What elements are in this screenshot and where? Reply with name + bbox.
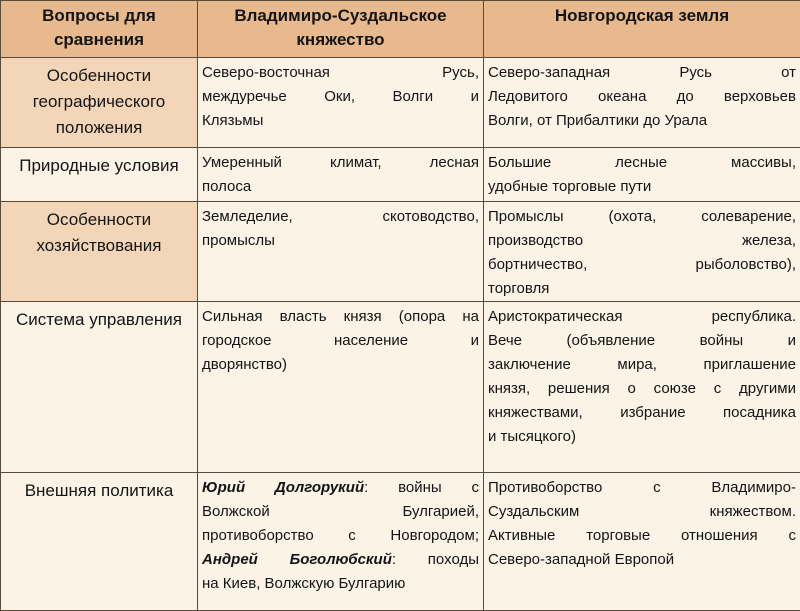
cell-line: на Киев, Волжскую Булгарию [202, 572, 479, 596]
cell-line: промыслы [202, 229, 479, 253]
cell-text: : войны с [364, 479, 479, 496]
cell-text: : походы [392, 551, 479, 568]
cell-line: Ледовитого океана до верховьев [488, 85, 796, 109]
question-cell: Особенности географического положения [1, 58, 198, 148]
cell-line: Большие лесные массивы, [488, 151, 796, 175]
header-row [1, 1, 800, 58]
cell-line: междуречье Оки, Волги и [202, 85, 479, 109]
cell-line: производство железа, [488, 229, 796, 253]
cell-line: Северо-западная Русь от [488, 61, 796, 85]
ruler-name: Андрей Боголюбский [202, 551, 392, 568]
cell-line [202, 548, 479, 572]
header-questions: Вопросы для сравнения [1, 1, 198, 58]
vladimir-cell [198, 58, 484, 148]
vladimir-cell [198, 148, 484, 202]
ruler-name: Юрий Долгорукий [202, 479, 364, 496]
cell-line: Волжской Булгарией, [202, 500, 479, 524]
table-row [1, 58, 800, 148]
cell-line: князя, решения о союзе с другими [488, 377, 796, 401]
cell-line: Сильная власть князя (опора на [202, 305, 479, 329]
cell-line: дворянство) [202, 353, 479, 377]
cell-line: Умеренный климат, лесная [202, 151, 479, 175]
cell-line: и тысяцкого) [488, 425, 796, 449]
novgorod-cell [484, 302, 800, 473]
cell-line: удобные торговые пути [488, 175, 796, 199]
cell-line: Северо-западной Европой [488, 548, 796, 572]
header-novgorod: Новгородская земля [484, 1, 800, 58]
vladimir-cell [198, 202, 484, 302]
cell-line: Земледелие, скотоводство, [202, 205, 479, 229]
cell-line: Суздальским княжеством. [488, 500, 796, 524]
cell-line [202, 476, 479, 500]
cell-line: Вече (объявление войны и [488, 329, 796, 353]
table-row [1, 473, 800, 611]
question-cell: Особенности хозяйствования [1, 202, 198, 302]
cell-line: Клязьмы [202, 109, 479, 133]
cell-line: Аристократическая республика. [488, 305, 796, 329]
header-vladimir: Владимиро-Суздальское княжество [198, 1, 484, 58]
cell-line: полоса [202, 175, 479, 199]
cell-line: Промыслы (охота, солеварение, [488, 205, 796, 229]
cell-line: бортничество, рыболовство), [488, 253, 796, 277]
cell-line: Волги, от Прибалтики до Урала [488, 109, 796, 133]
novgorod-cell [484, 473, 800, 611]
vladimir-cell [198, 473, 484, 611]
novgorod-cell [484, 58, 800, 148]
cell-line: городское население и [202, 329, 479, 353]
question-cell: Природные условия [1, 148, 198, 202]
novgorod-cell [484, 202, 800, 302]
cell-line: торговля [488, 277, 796, 301]
table-row [1, 202, 800, 302]
question-cell: Внешняя политика [1, 473, 198, 611]
cell-line: Противоборство с Владимиро- [488, 476, 796, 500]
cell-line: заключение мира, приглашение [488, 353, 796, 377]
table-row [1, 148, 800, 202]
table-row [1, 302, 800, 473]
cell-line: Северо-восточная Русь, [202, 61, 479, 85]
cell-line: Активные торговые отношения с [488, 524, 796, 548]
vladimir-cell [198, 302, 484, 473]
novgorod-cell [484, 148, 800, 202]
question-cell: Система управления [1, 302, 198, 473]
cell-line: княжествами, избрание посадника [488, 401, 796, 425]
cell-line: противоборство с Новгородом; [202, 524, 479, 548]
